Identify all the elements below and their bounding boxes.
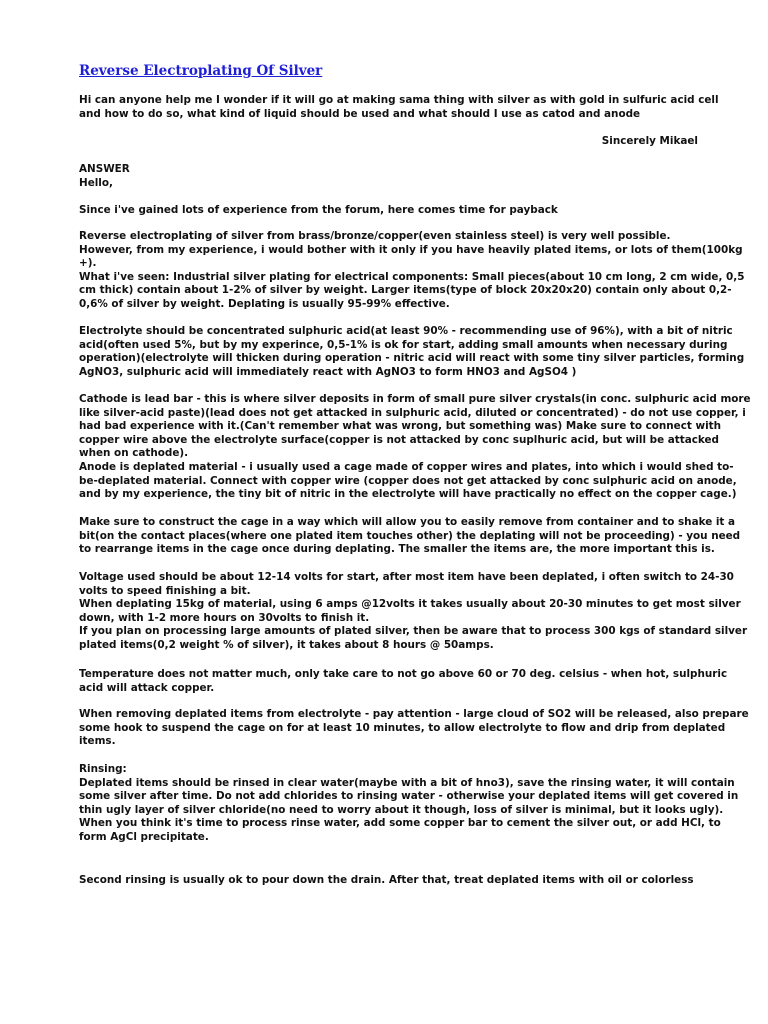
- text-line: acid(often used 5%, but by my experince, 0,5-1% is ok for start, adding small amounts when necessary during: [79, 338, 728, 351]
- temperature-paragraph: [79, 668, 728, 695]
- text-line: Second rinsing is usually ok to pour down the drain. After that, treat deplated items with oil or colorless: [79, 874, 694, 886]
- removing-paragraph: [79, 708, 749, 749]
- question-line: and how to do so, what kind of liquid should be used and what should I use as catod and anode: [79, 107, 641, 120]
- voltage-paragraph: [79, 571, 748, 653]
- text-line: items.: [79, 735, 116, 748]
- text-line: to rearrange items in the cage once during deplating. The smaller the items are, the more important this is.: [79, 543, 715, 556]
- text-line: operation)(electrolyte will thicken during operation - nitric acid will react with some tiny silver particles, forming: [79, 352, 745, 365]
- document-title[interactable]: Reverse Electroplating Of Silver: [79, 63, 323, 79]
- text-line: down, with 1-2 more hours on 30volts to finish it.: [79, 611, 370, 624]
- text-line: If you plan on processing large amounts of plated silver, then be aware that to process 300 kgs of standard silver: [79, 625, 748, 638]
- question-line: Hi can anyone help me I wonder if it will go at making sama thing with silver as with gold in sulfuric acid cell: [79, 94, 719, 106]
- answer-heading: ANSWER: [79, 163, 130, 175]
- text-line: some silver after time. Do not add chlorides to rinsing water - otherwise your deplated items will get covered in: [79, 790, 739, 803]
- text-line: When removing deplated items from electrolyte - pay attention - large cloud of SO2 will be released, also prepare: [79, 708, 749, 720]
- text-line: When deplating 15kg of material, using 6 amps @12volts it takes usually about 20-30 minutes to get most silver: [79, 598, 741, 611]
- text-line: 0,6% of silver by weight. Deplating is usually 95-99% effective.: [79, 297, 450, 310]
- cage-paragraph: [79, 516, 741, 557]
- second-rinse-paragraph: [79, 874, 707, 888]
- text-line: cm thick) contain about 1-2% of silver by weight. Larger items(type of block 20x20x20) contain only about 0,2-: [79, 284, 732, 297]
- text-line: some hook to suspend the cage on for at least 10 minutes, to allow electrolyte to flow and drip from deplated: [79, 721, 726, 734]
- answer-header: [79, 163, 707, 190]
- text-line: be-deplated material. Connect with copper wire (copper does not get attacked by conc sulphuric acid on anode,: [79, 474, 737, 487]
- text-line: like silver-acid paste)(lead does not get attacked in sulphuric acid, diluted or concentrated) - do not use copper, i: [79, 406, 746, 419]
- electrolyte-paragraph: [79, 325, 745, 379]
- text-line: volts to speed finishing a bit.: [79, 584, 251, 597]
- text-line: bit(on the contact places(where one plated item touches other) the deplating will not be proceeding) - you need: [79, 529, 741, 542]
- text-line: Make sure to construct the cage in a way which will allow you to easily remove from container and to shake it a: [79, 516, 736, 528]
- text-line: Anode is deplated material - i usually used a cage made of copper wires and plates, into which i would shed to-: [79, 460, 734, 473]
- signature: Sincerely Mikael: [601, 135, 698, 147]
- text-line: form AgCl precipitate.: [79, 830, 209, 843]
- reverse-paragraph: [79, 230, 745, 312]
- text-line: AgNO3, sulphuric acid will immediately react with AgNO3 to form HNO3 and AgSO4 ): [79, 365, 577, 378]
- rinsing-heading: Rinsing:: [79, 763, 127, 775]
- question-paragraph: [79, 94, 719, 121]
- text-line: What i've seen: Industrial silver plating for electrical components: Small pieces(about 10 cm long, 2 cm wide, 0,5: [79, 270, 745, 283]
- text-line: Deplated items should be rinsed in clear water(maybe with a bit of hno3), save the rinsing water, it will contain: [79, 776, 735, 789]
- rinsing-paragraph: [79, 763, 739, 845]
- text-line: Temperature does not matter much, only take care to not go above 60 or 70 deg. celsius - when hot, sulphuric: [79, 668, 728, 680]
- cathode-paragraph: [79, 393, 751, 502]
- greeting: Hello,: [79, 176, 113, 189]
- text-line: Electrolyte should be concentrated sulphuric acid(at least 90% - recommending use of 96%), with a bit of nitric: [79, 325, 733, 337]
- text-line: However, from my experience, i would bother with it only if you have heavily plated items, or lots of them(100kg: [79, 243, 743, 256]
- text-line: acid will attack copper.: [79, 681, 215, 694]
- text-line: thin ugly layer of silver chloride(no need to worry about it though, loss of silver is minimal, but it looks ugly).: [79, 803, 724, 816]
- text-line: plated items(0,2 weight % of silver), it takes about 8 hours @ 50amps.: [79, 638, 494, 651]
- text-line: Cathode is lead bar - this is where silver deposits in form of small pure silver crystals(in conc. sulphuric acid more: [79, 393, 751, 405]
- text-line: When you think it's time to process rinse water, add some copper bar to cement the silver out, or add HCl, to: [79, 817, 721, 830]
- text-line: copper wire above the electrolyte surface(copper is not attacked by conc suplhuric acid, but will be attacked: [79, 433, 719, 446]
- intro-paragraph: [79, 204, 707, 218]
- text-line: Voltage used should be about 12-14 volts for start, after most item have been deplated, i often switch to 24-30: [79, 571, 734, 583]
- text-line: Reverse electroplating of silver from brass/bronze/copper(even stainless steel) is very well possible.: [79, 230, 671, 242]
- intro-line: Since i've gained lots of experience from the forum, here comes time for payback: [79, 204, 558, 216]
- text-line: had bad experience with it.(Can't remember what was wrong, but something was) Make sure to connect with: [79, 420, 721, 433]
- text-line: when on cathode).: [79, 447, 189, 460]
- text-line: and by my experience, the tiny bit of nitric in the electrolyte will have practically no effect on the copper cage.): [79, 488, 737, 501]
- text-line: +).: [79, 257, 97, 270]
